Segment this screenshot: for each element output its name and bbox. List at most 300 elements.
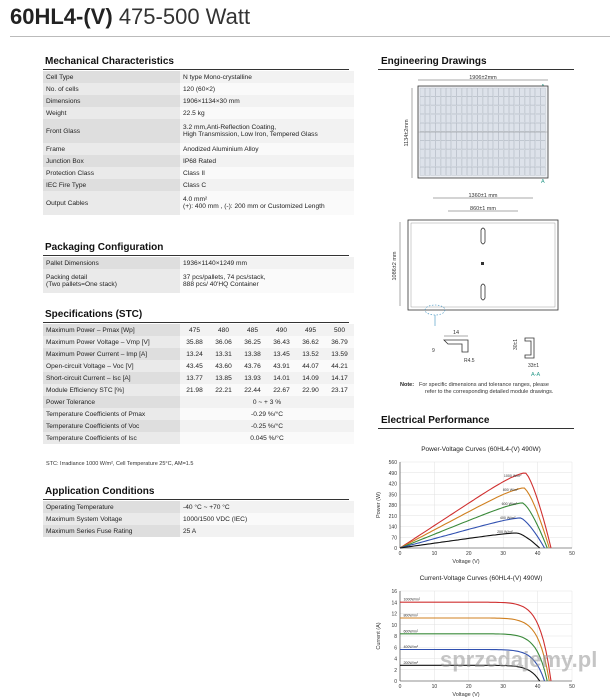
solar-cell [446, 123, 451, 131]
solar-cell [446, 132, 451, 140]
series-label: 1000 W/m² [503, 474, 522, 479]
solar-cell [494, 114, 499, 122]
solar-cell [525, 106, 530, 114]
solar-cell [530, 114, 535, 122]
solar-cell [483, 88, 488, 96]
solar-cell [536, 106, 541, 114]
table-row [43, 71, 354, 83]
solar-cell [473, 167, 478, 175]
table-row [43, 525, 354, 537]
row-key: Operating Temperature [43, 501, 180, 513]
row-key: Maximum Series Fuse Rating [43, 525, 180, 537]
y-tick-label: 0 [394, 546, 397, 552]
y-tick-label: 560 [388, 460, 397, 466]
solar-cell [488, 141, 493, 149]
solar-cell [467, 167, 472, 175]
solar-cell [467, 150, 472, 158]
solar-cell [520, 141, 525, 149]
solar-cell [478, 97, 483, 105]
solar-cell [462, 141, 467, 149]
cell: 13.31 [209, 348, 238, 360]
iv-chart-title: Current-Voltage Curves (60HL4-(V) 490W) [419, 575, 543, 582]
solar-cell [530, 158, 535, 166]
row-key: Short-circuit Current – Isc [A] [43, 372, 180, 384]
solar-cell [425, 88, 430, 96]
y-tick-label: 0 [394, 679, 397, 685]
solar-cell [509, 97, 514, 105]
solar-cell [467, 114, 472, 122]
solar-cell [483, 150, 488, 158]
solar-cell [420, 123, 425, 131]
solar-cell [431, 114, 436, 122]
cell: 13.52 [296, 348, 325, 360]
solar-cell [446, 88, 451, 96]
solar-cell [488, 123, 493, 131]
table-row [43, 119, 354, 143]
note-line-1: For specific dimensions and tolerance ranges, please [419, 382, 549, 388]
solar-cell [488, 88, 493, 96]
cell: 13.59 [325, 348, 354, 360]
cell: 475 [180, 324, 209, 336]
solar-cell [452, 167, 457, 175]
solar-cell [509, 167, 514, 175]
solar-cell [446, 141, 451, 149]
solar-cell [499, 141, 504, 149]
note-line-2: refer to the corresponding detailed module drawings. [425, 389, 554, 395]
row-value: 1000/1500 VDC (IEC) [180, 513, 354, 525]
cell: 13.45 [267, 348, 296, 360]
cell: 495 [296, 324, 325, 336]
solar-cell [478, 141, 483, 149]
solar-cell [462, 88, 467, 96]
cell: 36.25 [238, 336, 267, 348]
solar-cell [515, 97, 520, 105]
x-tick-label: 10 [431, 684, 438, 690]
stc-title: Specifications (STC) [45, 309, 143, 320]
solar-cell [446, 158, 451, 166]
table-row [43, 155, 354, 167]
cell: 44.21 [325, 360, 354, 372]
cell: 36.43 [267, 336, 296, 348]
solar-cell [420, 88, 425, 96]
solar-cell [536, 114, 541, 122]
row-key: Maximum Power Voltage – Vmp [V] [43, 336, 180, 348]
cell: 480 [209, 324, 238, 336]
solar-cell [499, 167, 504, 175]
solar-cell [530, 132, 535, 140]
solar-cell [494, 97, 499, 105]
solar-cell [467, 141, 472, 149]
solar-cell [483, 167, 488, 175]
row-value: -0.29 %/°C [180, 408, 354, 420]
series-line [400, 518, 545, 548]
cell: 13.93 [238, 372, 267, 384]
engineering-drawing [378, 70, 578, 400]
y-tick-label: 12 [391, 611, 397, 618]
solar-cell [494, 141, 499, 149]
y-tick-label: 70 [391, 535, 397, 542]
solar-cell [457, 114, 462, 122]
solar-cell [425, 158, 430, 166]
x-tick-label: 50 [569, 684, 575, 690]
solar-cell [509, 123, 514, 131]
solar-cell [541, 158, 546, 166]
solar-cell [467, 106, 472, 114]
series-label: 600 W/m² [501, 502, 518, 507]
solar-cell [473, 88, 478, 96]
solar-cell [515, 141, 520, 149]
watermark: sprzedajemy.pl [440, 647, 598, 672]
solar-cell [515, 106, 520, 114]
row-key: Output Cables [43, 191, 180, 215]
series-line [400, 533, 540, 548]
solar-cell [462, 114, 467, 122]
solar-cell [525, 158, 530, 166]
solar-cell [536, 88, 541, 96]
table-row [43, 83, 354, 95]
table-row [43, 420, 354, 432]
junction-hole [481, 262, 484, 265]
solar-cell [520, 132, 525, 140]
solar-cell [541, 114, 546, 122]
row-value [180, 191, 354, 215]
y-tick-label: 490 [388, 470, 397, 477]
row-value: N type Mono-crystalline [180, 71, 354, 83]
iv-chart [372, 585, 582, 700]
row-value-line: High Transmission, Low Iron, Tempered Glass [183, 131, 318, 138]
solar-cell [536, 97, 541, 105]
solar-cell [457, 150, 462, 158]
solar-cell [515, 114, 520, 122]
solar-cell [441, 114, 446, 122]
solar-cell [420, 114, 425, 122]
solar-cell [536, 158, 541, 166]
solar-cell [520, 158, 525, 166]
solar-cell [530, 150, 535, 158]
x-axis-label: Voltage (V) [452, 559, 480, 565]
solar-cell [446, 150, 451, 158]
mechanical-title: Mechanical Characteristics [45, 56, 174, 67]
solar-cell [441, 150, 446, 158]
solar-cell [483, 158, 488, 166]
solar-cell [420, 97, 425, 105]
solar-cell [473, 114, 478, 122]
solar-cell [478, 150, 483, 158]
solar-cell [436, 132, 441, 140]
solar-cell [441, 106, 446, 114]
note-label: Note: [400, 382, 415, 388]
row-key: Module Efficiency STC [%] [43, 384, 180, 396]
solar-cell [420, 150, 425, 158]
solar-cell [436, 114, 441, 122]
y-tick-label: 10 [391, 622, 397, 629]
cell: 13.85 [209, 372, 238, 384]
table-row [43, 95, 354, 107]
pv-chart [372, 456, 582, 566]
solar-cell [441, 88, 446, 96]
solar-cell [488, 97, 493, 105]
solar-cell [504, 106, 509, 114]
row-key: No. of cells [43, 83, 180, 95]
solar-cell [436, 141, 441, 149]
solar-cell [462, 106, 467, 114]
solar-cell [488, 158, 493, 166]
packaging-divider [43, 255, 349, 256]
solar-cell [431, 132, 436, 140]
dimension-30: 30±1 [513, 338, 519, 350]
solar-cell [457, 132, 462, 140]
solar-cell [509, 150, 514, 158]
cell: 13.77 [180, 372, 209, 384]
solar-cell [478, 167, 483, 175]
solar-cell [467, 158, 472, 166]
title-divider [10, 36, 610, 37]
cell: 21.98 [180, 384, 209, 396]
solar-cell [530, 88, 535, 96]
solar-cell [499, 88, 504, 96]
solar-cell [457, 97, 462, 105]
solar-cell [441, 158, 446, 166]
y-tick-label: 4 [394, 656, 397, 663]
solar-cell [457, 88, 462, 96]
row-value: 25 A [180, 525, 354, 537]
row-value: 0.045 %/°C [180, 432, 354, 444]
table-row [43, 107, 354, 119]
solar-cell [530, 141, 535, 149]
solar-cell [541, 167, 546, 175]
solar-cell [431, 167, 436, 175]
solar-cell [473, 158, 478, 166]
row-value: 0 ~ + 3 % [180, 396, 354, 408]
mechanical-table [43, 71, 354, 215]
solar-cell [431, 158, 436, 166]
row-value [180, 269, 354, 293]
x-tick-label: 0 [398, 684, 402, 690]
row-key: Temperature Coefficients of Voc [43, 420, 180, 432]
row-key: Front Glass [43, 119, 180, 143]
solar-cell [425, 141, 430, 149]
series-label: 200 W/m² [497, 530, 513, 535]
series-label: 400 W/m² [499, 516, 516, 521]
row-value: 22.5 kg [180, 107, 354, 119]
model-name: 60HL4-(V) [10, 4, 113, 29]
solar-cell [467, 132, 472, 140]
solar-cell [504, 132, 509, 140]
cell: 13.38 [238, 348, 267, 360]
solar-cell [478, 114, 483, 122]
table-row [43, 143, 354, 155]
solar-cell [431, 88, 436, 96]
width-dimension: 1906±2mm [469, 75, 497, 81]
cell: 36.06 [209, 336, 238, 348]
cell: 43.76 [238, 360, 267, 372]
solar-cell [420, 106, 425, 114]
cell: 13.24 [180, 348, 209, 360]
solar-cell [436, 158, 441, 166]
table-row [43, 167, 354, 179]
solar-cell [441, 132, 446, 140]
row-value-line: 37 pcs/pallets, 74 pcs/stack, [183, 274, 266, 281]
table-row [43, 501, 354, 513]
section-mark-bottom: A [541, 179, 545, 185]
solar-cell [494, 106, 499, 114]
solar-cell [541, 106, 546, 114]
row-value: Anodized Aluminium Alloy [180, 143, 354, 155]
solar-cell [425, 106, 430, 114]
solar-cell [473, 141, 478, 149]
solar-cell [431, 141, 436, 149]
x-axis-label: Voltage (V) [452, 692, 480, 698]
solar-cell [431, 97, 436, 105]
row-value: 120 (60×2) [180, 83, 354, 95]
solar-cell [478, 158, 483, 166]
solar-cell [536, 141, 541, 149]
packaging-title: Packaging Configuration [45, 242, 164, 253]
solar-cell [467, 97, 472, 105]
solar-cell [541, 150, 546, 158]
solar-cell [436, 123, 441, 131]
solar-cell [530, 97, 535, 105]
table-row [43, 513, 354, 525]
solar-cell [504, 167, 509, 175]
row-key: Maximum Power Current – Imp [A] [43, 348, 180, 360]
solar-cell [525, 167, 530, 175]
solar-cell [488, 132, 493, 140]
solar-cell [467, 88, 472, 96]
solar-cell [425, 167, 430, 175]
row-key: Dimensions [43, 95, 180, 107]
cell: 36.79 [325, 336, 354, 348]
cell: 485 [238, 324, 267, 336]
y-tick-label: 210 [388, 513, 397, 520]
solar-cell [504, 150, 509, 158]
solar-cell [488, 106, 493, 114]
solar-cell [520, 88, 525, 96]
cell: 22.21 [209, 384, 238, 396]
solar-cell [452, 132, 457, 140]
row-value: -0.25 %/°C [180, 420, 354, 432]
solar-cell [462, 132, 467, 140]
solar-cell [494, 132, 499, 140]
table-row [43, 360, 354, 372]
solar-cell [457, 167, 462, 175]
solar-cell [509, 141, 514, 149]
cell: 35.88 [180, 336, 209, 348]
solar-cell [452, 141, 457, 149]
series-line [400, 473, 551, 548]
solar-cell [515, 123, 520, 131]
solar-cell [436, 167, 441, 175]
solar-cell [436, 88, 441, 96]
y-tick-label: 6 [394, 645, 397, 652]
cell: 22.67 [267, 384, 296, 396]
solar-cell [509, 88, 514, 96]
solar-cell [425, 97, 430, 105]
page-title [10, 4, 250, 30]
solar-cell [462, 150, 467, 158]
electrical-title: Electrical Performance [381, 415, 490, 426]
row-value: Class II [180, 167, 354, 179]
solar-cell [504, 114, 509, 122]
solar-cell [499, 158, 504, 166]
solar-cell [504, 158, 509, 166]
stc-note: STC: Irradiance 1000 W/m², Cell Temperature 25°C, AM=1.5 [46, 461, 194, 467]
solar-cell [473, 132, 478, 140]
cell: 500 [325, 324, 354, 336]
solar-cell [515, 150, 520, 158]
row-value-line: 3.2 mm,Anti-Reflection Coating, [183, 124, 277, 131]
solar-cell [536, 123, 541, 131]
row-key: IEC Fire Type [43, 179, 180, 191]
table-row [43, 257, 354, 269]
solar-cell [525, 88, 530, 96]
row-value: 1936×1140×1249 mm [180, 257, 354, 269]
solar-cell [520, 167, 525, 175]
solar-cell [494, 88, 499, 96]
table-row [43, 191, 354, 215]
solar-cell [462, 158, 467, 166]
solar-cell [425, 150, 430, 158]
cell: 22.44 [238, 384, 267, 396]
y-tick-label: 14 [391, 600, 397, 607]
dimension-1086: 1086±2 mm [392, 251, 398, 281]
solar-cell [446, 114, 451, 122]
height-dimension: 1134±2mm [404, 119, 410, 147]
solar-cell [483, 123, 488, 131]
clamp-profile [444, 340, 468, 352]
solar-cell [446, 97, 451, 105]
solar-cell [515, 132, 520, 140]
row-key: Maximum Power – Pmax [Wp] [43, 324, 180, 336]
solar-cell [483, 132, 488, 140]
panel-front-view [418, 86, 548, 178]
solar-cell [452, 123, 457, 131]
solar-cell [504, 123, 509, 131]
solar-cell [525, 132, 530, 140]
solar-cell [499, 123, 504, 131]
solar-cell [483, 97, 488, 105]
y-tick-label: 350 [388, 492, 397, 499]
solar-cell [436, 97, 441, 105]
solar-cell [525, 97, 530, 105]
solar-cell [462, 97, 467, 105]
solar-cell [525, 141, 530, 149]
solar-cell [441, 97, 446, 105]
stc-table [43, 324, 354, 444]
solar-cell [541, 97, 546, 105]
solar-cell [483, 106, 488, 114]
solar-cell [499, 114, 504, 122]
solar-cell [494, 167, 499, 175]
dimension-9: 9 [432, 348, 435, 354]
solar-cell [431, 150, 436, 158]
cell: 43.91 [267, 360, 296, 372]
solar-cell [488, 114, 493, 122]
solar-cell [515, 158, 520, 166]
solar-cell [536, 132, 541, 140]
solar-cell [478, 132, 483, 140]
solar-cell [462, 167, 467, 175]
row-key: Power Tolerance [43, 396, 180, 408]
solar-cell [420, 132, 425, 140]
solar-cell [509, 132, 514, 140]
table-row [43, 348, 354, 360]
solar-cell [525, 150, 530, 158]
table-row [43, 336, 354, 348]
power-range: 475-500 Watt [118, 4, 251, 29]
solar-cell [536, 167, 541, 175]
cell: 23.17 [325, 384, 354, 396]
